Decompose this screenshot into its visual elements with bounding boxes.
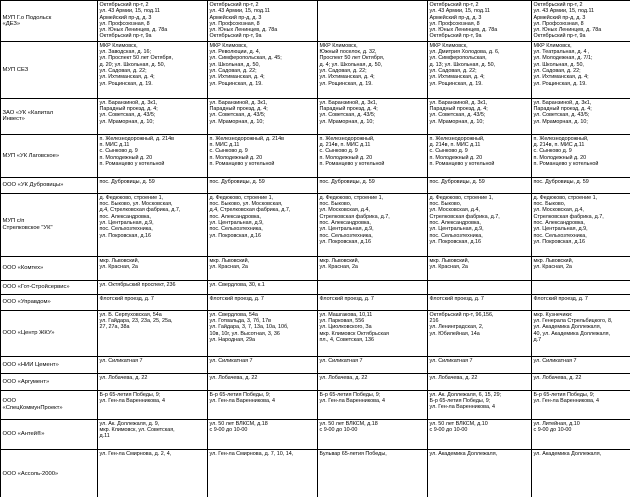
organization-name: МУП с/п Стрелковское "УК" xyxy=(1,193,98,256)
address-cell: ул. Баранзиной, д. 3к1, Парадный проезд, д. 4; ул. Советская, д. 43/5; ул. Мраморная, д. 10; xyxy=(318,98,428,134)
organization-name: ООО «Центр ЖКУ» xyxy=(1,310,98,356)
address-cell: Бульвар 65-летия Победы, xyxy=(318,449,428,497)
address-cell: Октябрьский пр-т, 2 ул. 43 Армии, 15, под.11 Армейский пр-д, д. 3 ул. Профсоюзная, 8 ул. Юных Ленинцев, д. 78а Октябрьский пр-т, 9а xyxy=(98,1,208,42)
address-cell: ул. Силикатная 7 xyxy=(532,356,630,373)
address-cell xyxy=(318,1,428,42)
address-cell: МКР Климовск, Южный поселок, д. 32, Проспект 50 лет Октября, д. 4; ул. Школьная, д. 50, ул. Садовая, д. 22; ул. Ихтиманская, д. 4; ул. Рощинская, д. 19. xyxy=(318,41,428,98)
address-cell: д. Федюково, строение 1, пос. Быково, ул. Московская, д.4, Стрелковская фабрика, д.7, пос. Александровка, ул. Центральная, д.9, пос. Сельхозтехника, ул. Покровская, д.16 xyxy=(208,193,318,256)
organization-name: ЗАО «УК «Капитал Инвест» xyxy=(1,98,98,134)
address-cell: д. Федюково, строение 1, пос. Быково, ул. Московская, д.4, Стрелковская фабрика, д.7, пос. Александровка, ул. Центральная, д.9, пос. Сельхозтехника, ул. Покровская, д.16 xyxy=(318,193,428,256)
organization-name: ООО «Управдом» xyxy=(1,294,98,310)
organization-name: ООО «Аргумент» xyxy=(1,373,98,390)
address-cell: ул. Октябрьский проспект, 236 xyxy=(98,280,208,294)
address-cell: пос. Дубровицы, д. 59 xyxy=(428,177,532,193)
address-cell: ул. Б. Серпуховская, 54а ул. Гайдара, 23, 23а, 25, 25а, 27, 27а, 38а xyxy=(98,310,208,356)
address-cell: Б-р 65-летия Победы, 9; ул. Ген-ла Варенникова, 4 xyxy=(532,390,630,419)
address-cell: пос. Дубровицы, д. 59 xyxy=(532,177,630,193)
address-cell: ул. Силикатная 7 xyxy=(98,356,208,373)
table-row xyxy=(1,294,630,310)
address-cell: ул. Академика Доллежаля, xyxy=(532,449,630,497)
address-cell: ул. Академика Доллежаля, xyxy=(428,449,532,497)
address-cell: ул. Ак. Доллежаля, д. 9, мкр. Климовск, ул. Советская, д.11 xyxy=(98,419,208,449)
organization-name: ООО «Антей®» xyxy=(1,419,98,449)
table-row xyxy=(1,256,630,280)
address-cell xyxy=(318,280,428,294)
address-cell: МКР Климовск, ул. Революции, д. 4, ул. Симферопольская, д. 45; ул. Школьная, д. 50, ул. Садовая, д. 22; ул. Ихтиманская, д. 4; ул. Рощинская, д. 19. xyxy=(208,41,318,98)
organization-name: МУП «УК Лаговское» xyxy=(1,134,98,177)
address-cell: Октябрьский пр-т, 96,156, 216 ул. Ленинградская, 2, ул. Юбилейная, 14а xyxy=(428,310,532,356)
address-cell: ул. 50 лет ВЛКСМ, д.10 с 9-00 до 10-00 xyxy=(428,419,532,449)
address-cell: мкр. Львовский, ул. Красная, 2а xyxy=(208,256,318,280)
address-cell: мкр. Кузнечики: ул. Генерала Стрельбицкого, 8, ул. Академика Доллежаля, 40, ул. Академика Доллежаля, д.7 xyxy=(532,310,630,356)
organization-name: МУП СЕЗ xyxy=(1,41,98,98)
address-cell: Б-р 65-летия Победы, 9; ул. Ген-ла Варенникова, 4 xyxy=(98,390,208,419)
address-cell: ул. Силикатная 7 xyxy=(208,356,318,373)
address-cell: мкр. Львовский, ул. Красная, 2а xyxy=(98,256,208,280)
address-cell xyxy=(428,280,532,294)
address-cell: ул. Ген-ла Смирнова, д. 7, 10, 14, xyxy=(208,449,318,497)
address-cell: Б-р 65-летия Победы, 9; ул. Ген-ла Варенникова, 4 xyxy=(318,390,428,419)
table-row xyxy=(1,177,630,193)
address-cell: ул. Баранзиной, д. 3к1, Парадный проезд, д. 4; ул. Советская, д. 43/5; ул. Мраморная, д. 10; xyxy=(532,98,630,134)
table-row xyxy=(1,193,630,256)
table-row xyxy=(1,356,630,373)
address-cell: мкр. Львовский, ул. Красная, 2а xyxy=(428,256,532,280)
address-cell: мкр. Львовский, ул. Красная, 2а xyxy=(318,256,428,280)
organization-name: ООО «УК Дубровицы» xyxy=(1,177,98,193)
address-cell: Октябрьский пр-т, 2 ул. 43 Армии, 15, под.11 Армейский пр-д, д. 3 ул. Профсоюзная, 8 ул. Юных Ленинцев, д. 78а Октябрьский пр-т, 9а xyxy=(208,1,318,42)
table-row xyxy=(1,134,630,177)
address-cell: д. Федюково, строение 1, пос. Быково, ул. Московская, д.4, Стрелковская фабрика, д.7, пос. Александровка, ул. Центральная, д.9, пос. Сельхозтехника, ул. Покровская, д.16 xyxy=(98,193,208,256)
address-cell: Б-р 65-летия Победы, 9; ул. Ген-ла Варенникова, 4 xyxy=(208,390,318,419)
table-row xyxy=(1,41,630,98)
organization-name: ООО «СпецКоммунПроект» xyxy=(1,390,98,419)
address-cell: Октябрьский пр-т, 2 ул. 43 Армии, 15, под.11 Армейский пр-д, д. 3 ул. Профсоюзная, 8 ул. Юных Ленинцев, д. 78а Октябрьский пр-т, 9а xyxy=(532,1,630,42)
address-cell: ул. Лобачева, д. 22 xyxy=(208,373,318,390)
table-row xyxy=(1,449,630,497)
address-cell: МКР Климовск, ул. Заводская, д. 16; ул. Проспект 50 лет Октября, д. 20; ул. Школьная, д. 50, ул. Садовая, д. 22; ул. Ихтиманская, д. 4; ул. Рощинская, д. 19. xyxy=(98,41,208,98)
address-cell: Флотский проезд, д. 7 xyxy=(318,294,428,310)
organization-name: ООО «Комтех» xyxy=(1,256,98,280)
address-cell: ул. Свердлова, 30, к.1 xyxy=(208,280,318,294)
address-cell: д. Федюково, строение 1, пос. Быково, ул. Московская, д.4, Стрелковская фабрика, д.7, пос. Александровка, ул. Центральная, д.9, пос. Сельхозтехника, ул. Покровская, д.16 xyxy=(428,193,532,256)
address-cell: п. Железнодорожный, д. 214в, п. МИС д.11 с. Сынково д. 9 п. Молодежный д. 20 п. Романцево у котельной xyxy=(532,134,630,177)
address-cell: п. Железнодорожный, д. 214в, п. МИС д.11 с. Сынково д. 9 п. Молодежный д. 20 п. Романцево у котельной xyxy=(428,134,532,177)
address-cell: ул. Силикатная 7 xyxy=(318,356,428,373)
address-cell: Октябрьский пр-т, 2 ул. 43 Армии, 15, под.11 Армейский пр-д, д. 3 ул. Профсоюзная, 8 ул. Юных Ленинцев, д. 78а Октябрьский пр-т, 9а xyxy=(428,1,532,42)
address-cell: Флотский проезд, д. 7 xyxy=(208,294,318,310)
table-row xyxy=(1,98,630,134)
address-cell: ул. Лобачева, д. 22 xyxy=(532,373,630,390)
address-cell xyxy=(532,280,630,294)
address-cell: ул. Лобачева, д. 22 xyxy=(98,373,208,390)
address-cell: ул. Баранзиной, д. 3к1, Парадный проезд, д. 4; ул. Советская, д. 43/5; ул. Мраморная, д. 10; xyxy=(208,98,318,134)
address-cell: ул. Лобачева, д. 22 xyxy=(428,373,532,390)
address-cell: Флотский проезд, д. 7 xyxy=(428,294,532,310)
address-cell: п. Железнодорожный, д. 214в, п. МИС д.11 с. Сынково д. 9 п. Молодежный д. 20 п. Романцево у котельной xyxy=(318,134,428,177)
address-cell: ул. 50 лет ВЛКСМ, д.18 с 9-00 до 10-00 xyxy=(208,419,318,449)
address-cell: п. Железнодорожный, д. 214в п. МИС д.11 с. Сынково д. 9 п. Молодежный д. 20 п. Романцево у котельной xyxy=(208,134,318,177)
address-cell: ул. Литейная, д.10 с 9-00 до 10-00 xyxy=(532,419,630,449)
organization-name: ООО «НИИ Цемент» xyxy=(1,356,98,373)
address-cell: МКР Климовск, ул. Театральная, д. 4 , ул. Молодежная, д. 7/1; ул. Школьная, д. 50, ул. Садовая, д. 22; ул. Ихтиманская, д. 4; ул. Рощинская, д. 19. xyxy=(532,41,630,98)
address-cell: Флотский проезд, д. 7 xyxy=(98,294,208,310)
address-cell: ул. 50 лет ВЛКСМ, д.18 с 9-00 до 10-00 xyxy=(318,419,428,449)
address-cell: ул. Лобачева, д. 22 xyxy=(318,373,428,390)
organization-name: ООО «Гот-Стройсервис» xyxy=(1,280,98,294)
address-cell: ул. Ген-ла Смирнова, д. 2, 4, xyxy=(98,449,208,497)
table-row xyxy=(1,1,630,42)
address-cell: д. Федюково, строение 1, пос. Быково, ул. Московская, д.4, Стрелковская фабрика, д.7, пос. Александровка, ул. Центральная, д.9, пос. Сельхозтехника, ул. Покровская, д.16 xyxy=(532,193,630,256)
table-row xyxy=(1,373,630,390)
address-cell: ул. Баранзиной, д. 3к1, Парадный проезд, д. 4; ул. Советская, д. 43/5; ул. Мраморная, д. 10; xyxy=(98,98,208,134)
table-row xyxy=(1,310,630,356)
address-cell: ул. Ак. Доллежаля, 6, 15, 29; Б-р 65-летия Победы, 9; ул. Ген-ла Варенникова, 4 xyxy=(428,390,532,419)
table-row xyxy=(1,419,630,449)
table-row xyxy=(1,280,630,294)
address-cell: пос. Дубровицы, д. 59 xyxy=(318,177,428,193)
address-cell: ул. Свердлова, 54а ул. Готвальда, 3, 7б, 17в ул. Гайдара, 3, 7, 13а, 10а, 10б, 10в, 10г, ул. Высотная, 3, 36 ул. Народная, 29а xyxy=(208,310,318,356)
organization-name: ООО «Ассоль-2000» xyxy=(1,449,98,497)
address-cell: ул. Силикатная 7 xyxy=(428,356,532,373)
address-cell: МКР Климовск, ул. Дмитрия Холодова, д. 6, ул. Симферопольская, д. 13; ул. Школьная, д. 50, ул. Садовая, д. 22; ул. Ихтиманская, д. 4; ул. Рощинская, д. 19. xyxy=(428,41,532,98)
address-cell: пос. Дубровицы, д. 59 xyxy=(208,177,318,193)
address-cell: п. Железнодорожный, д. 214в п. МИС д.11 с. Сынково д. 9 п. Молодежный д. 20 п. Романцево у котельной xyxy=(98,134,208,177)
address-cell: Флотский проезд, д. 7 xyxy=(532,294,630,310)
address-cell: пос. Дубровицы, д. 59 xyxy=(98,177,208,193)
table-row xyxy=(1,390,630,419)
address-cell: ул. Машгакова, 10,11 ул. Парковая, 556 ул. Циолковского, За мкр. Климовск Октябрьская пл., 4, Советская, 136 xyxy=(318,310,428,356)
table-body xyxy=(1,1,630,497)
address-cell: мкр. Львовский, ул. Красная, 2а xyxy=(532,256,630,280)
organization-name: МУП Г.о Подольск «ДЕЗ» xyxy=(1,1,98,42)
address-cell: ул. Баранзиной, д. 3к1, Парадный проезд, д. 4; ул. Советская, д. 43/5; ул. Мраморная, д. 10; xyxy=(428,98,532,134)
